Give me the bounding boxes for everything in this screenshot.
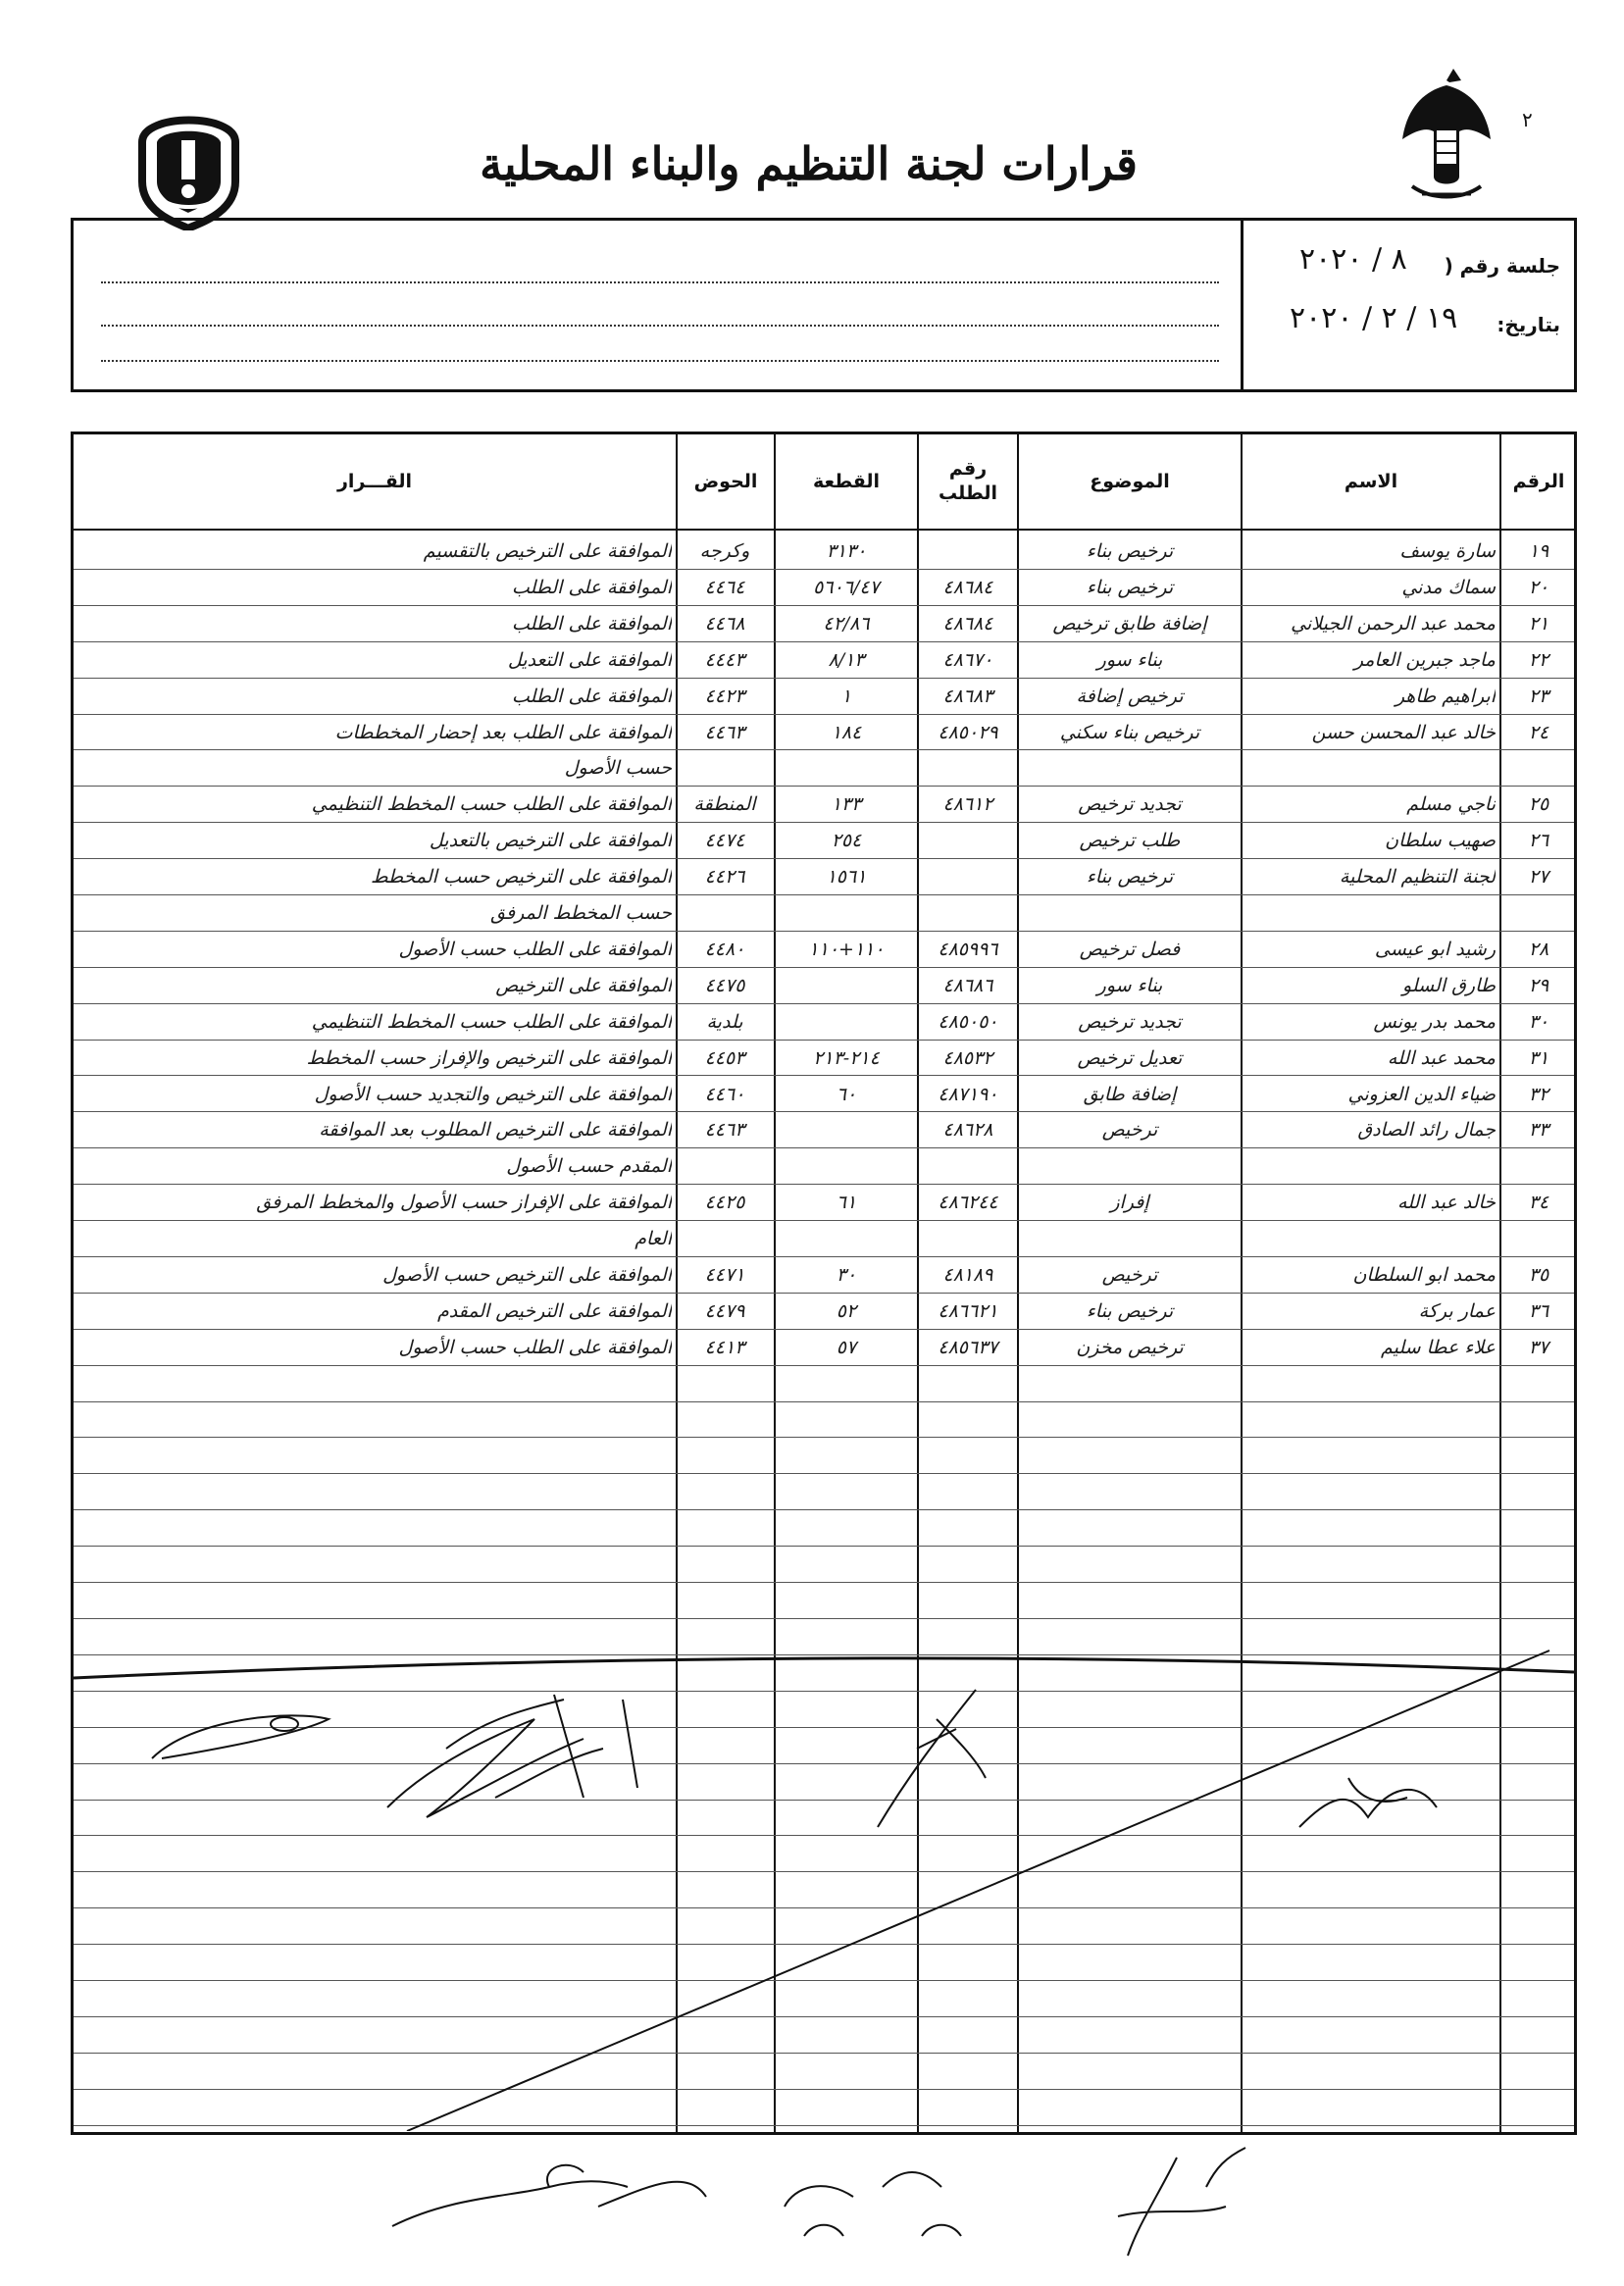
cell-request: ٤٨١٨٩ <box>942 1264 993 1286</box>
cell-request: ٤٨٦٨٦ <box>942 974 993 996</box>
cell-no: ٢٩ <box>1528 974 1549 996</box>
bottom-signatures <box>373 2128 1314 2275</box>
cell-parcel: ٣١٣٠ <box>826 540 867 562</box>
cell-parcel: ١٨٤ <box>831 721 862 743</box>
cell-parcel: ٥٦٠٦/٤٧ <box>813 576 880 598</box>
cell-name: ناجي مسلم <box>1406 793 1496 816</box>
cell-request: ٤٨٦١٢ <box>942 793 993 816</box>
cell-request: ٤٨٥٩٩٦ <box>938 938 998 960</box>
cell-name: محمد بدر يونس <box>1373 1010 1496 1033</box>
header-subject: الموضوع <box>1090 470 1170 492</box>
cell-parcel: ٣٠ <box>836 1264 857 1286</box>
cell-name: طارق السلو <box>1402 974 1496 996</box>
cell-decision: الموافقة على الطلب حسب الأصول <box>398 1336 672 1358</box>
header-decision: القـــرار <box>336 470 413 492</box>
cell-name: خالد عبد المحسن حسن <box>1311 721 1496 743</box>
cell-no: ٣٧ <box>1528 1336 1549 1358</box>
cell-parcel: ٢٥٤ <box>831 830 862 852</box>
cell-basin: ٤٤٦٣ <box>704 1119 745 1142</box>
cell-name: لجنة التنظيم المحلية <box>1339 866 1496 889</box>
cell-subject: بناء سور <box>1096 974 1163 996</box>
session-info-box <box>71 218 1577 392</box>
cell-decision: الموافقة على الترخيص والإفراز حسب المخطط <box>306 1046 672 1069</box>
cell-subject: إضافة طابق <box>1083 1083 1177 1105</box>
cell-decision: الموافقة على الترخيص المطلوب بعد الموافقة <box>319 1119 672 1142</box>
cell-basin: ٤٤٥٣ <box>704 1046 745 1069</box>
cell-no: ٣٤ <box>1528 1192 1549 1214</box>
cell-no: ٢٥ <box>1528 793 1549 816</box>
cell-basin: ٤٤٧١ <box>704 1264 745 1286</box>
cell-decision: الموافقة على الطلب <box>511 612 672 635</box>
cell-decision: الموافقة على الترخيص بالتقسيم <box>423 540 672 562</box>
committee-signatures <box>74 1680 1574 1876</box>
cell-request: ٤٨٦٨٤ <box>942 576 993 598</box>
header-name: الاسم <box>1344 470 1398 492</box>
cell-request: ٤٨٧١٩٠ <box>938 1083 998 1105</box>
cell-basin: ٤٤١٣ <box>704 1336 745 1358</box>
cell-subject: ترخيص <box>1101 1264 1158 1286</box>
cell-decision: الموافقة على التعديل <box>507 648 672 671</box>
cell-no: ٢٦ <box>1528 830 1549 852</box>
cell-decision: الموافقة على الترخيص <box>495 974 672 996</box>
session-date-label: بتاريخ: <box>1497 313 1560 336</box>
cell-subject: فصل ترخيص <box>1079 938 1181 960</box>
cell-basin: ٤٤٦٣ <box>704 721 745 743</box>
cell-name: محمد ابو السلطان <box>1352 1264 1496 1286</box>
cell-parcel: ١ <box>840 685 852 707</box>
cell-basin: وكرجه <box>699 540 750 562</box>
cell-basin: ٤٤٧٤ <box>704 830 745 852</box>
cell-name: جمال رائد الصادق <box>1357 1119 1496 1142</box>
cell-subject: تجديد ترخيص <box>1078 793 1182 816</box>
cell-no: ٣١ <box>1528 1046 1549 1069</box>
header-basin: الحوض <box>693 470 758 492</box>
cell-parcel: ٥٢ <box>836 1299 857 1322</box>
cell-decision: الموافقة على الترخيص حسب المخطط <box>371 866 672 889</box>
cell-no: ٣٣ <box>1528 1119 1549 1142</box>
session-date-value: ١٩ / ٢ / ٢٠٢٠ <box>1290 301 1458 335</box>
cell-no: ٢٠ <box>1528 576 1549 598</box>
cell-decision: الموافقة على الترخيص بالتعديل <box>429 830 672 852</box>
cell-basin: بلدية <box>706 1010 743 1033</box>
cell-parcel: ٤٢/٨٦ <box>823 612 870 635</box>
dotted-line <box>101 360 1219 362</box>
header-request-no: رقم الطلب <box>938 458 998 504</box>
header-parcel: القطعة <box>812 470 881 492</box>
cell-subject: ترخيص إضافة <box>1076 685 1184 707</box>
cell-no: ٢٧ <box>1528 866 1549 889</box>
cell-name: خالد عبد الله <box>1397 1192 1496 1214</box>
cell-subject: إفراز <box>1110 1192 1149 1214</box>
cell-decision: الموافقة على الطلب <box>511 685 672 707</box>
cell-no: ٣٦ <box>1528 1299 1549 1322</box>
cell-parcel: ٥٧ <box>836 1336 857 1358</box>
cell-request: ٤٨٥٠٢٩ <box>938 721 998 743</box>
cell-subject: ترخيص مخزن <box>1076 1336 1184 1358</box>
cell-name: رشيد ابو عيسى <box>1374 938 1496 960</box>
cell-decision: الموافقة على الطلب حسب المخطط التنظيمي <box>311 1010 672 1033</box>
cell-request: ٤٨٦٨٣ <box>942 685 993 707</box>
cell-no: ٣٠ <box>1528 1010 1549 1033</box>
cell-no: ٢٨ <box>1528 938 1549 960</box>
cell-subject: ترخيص بناء <box>1086 1299 1174 1322</box>
cell-decision: الموافقة على الطلب بعد إحضار المخططات <box>334 721 672 743</box>
cell-no: ٢٢ <box>1528 648 1549 671</box>
header-no: الرقم <box>1512 470 1565 492</box>
cell-basin: ٤٤٢٥ <box>704 1192 745 1214</box>
cell-no: ٢١ <box>1528 612 1549 635</box>
cell-request: ٤٨٥٦٣٧ <box>938 1336 998 1358</box>
cell-no: ٣٥ <box>1528 1264 1549 1286</box>
cell-request: ٤٨٦٢٨ <box>942 1119 993 1142</box>
cell-parcel: ١١٠+١١٠ <box>808 938 885 960</box>
cell-basin: ٤٤٦٠ <box>704 1083 745 1105</box>
cell-basin: ٤٤٢٦ <box>704 866 745 889</box>
cell-subject: ترخيص بناء <box>1086 576 1174 598</box>
cell-name: محمد عبد الرحمن الجيلاني <box>1291 612 1496 635</box>
cell-no: ٢٤ <box>1528 721 1549 743</box>
cell-no: ١٩ <box>1528 540 1549 562</box>
dotted-line <box>101 281 1219 283</box>
cell-decision: الموافقة على الترخيص والتجديد حسب الأصول <box>314 1083 672 1105</box>
cell-basin: المنطقة <box>693 793 756 816</box>
cell-name: ضياء الدين العزوني <box>1347 1083 1496 1105</box>
cell-subject: ترخيص بناء سكني <box>1059 721 1200 743</box>
cell-parcel: ٢١٤-٢١٣ <box>813 1046 880 1069</box>
cell-parcel: ١٣٣ <box>831 793 862 816</box>
cell-decision: الموافقة على الطلب حسب المخطط التنظيمي <box>311 793 672 816</box>
cell-name: عمار بركة <box>1418 1299 1496 1322</box>
cell-name: ماجد جبرين العامر <box>1353 648 1496 671</box>
cell-request: ٤٨٦٧٠ <box>942 648 993 671</box>
cell-basin: ٤٤٧٥ <box>704 974 745 996</box>
cell-basin: ٤٤٦٤ <box>704 576 745 598</box>
cell-no: ٣٢ <box>1528 1083 1549 1105</box>
cell-basin: ٤٤٢٣ <box>704 685 745 707</box>
cell-decision: الموافقة على الطلب حسب الأصول <box>398 938 672 960</box>
cell-parcel: ٨/١٣ <box>828 648 865 671</box>
cell-basin: ٤٤٧٩ <box>704 1299 745 1322</box>
cell-subject: طلب ترخيص <box>1079 830 1181 852</box>
cell-decision: الموافقة على الترخيص المقدم <box>436 1299 672 1322</box>
session-number-label: جلسة رقم ( <box>1444 254 1560 278</box>
cell-subject: ترخيص بناء <box>1086 866 1174 889</box>
palestine-eagle-emblem <box>1393 61 1500 208</box>
cell-request: ٤٨٥٣٢ <box>942 1046 993 1069</box>
cell-name: صهيب سلطان <box>1385 830 1496 852</box>
cell-decision: حسب الأصول <box>564 757 672 780</box>
cell-request: ٤٨٥٠٥٠ <box>938 1010 998 1033</box>
municipality-logo <box>132 103 245 230</box>
cell-name: علاء عطا سليم <box>1381 1336 1496 1358</box>
cell-subject: إضافة طابق ترخيص <box>1052 612 1207 635</box>
cell-subject: بناء سور <box>1096 648 1163 671</box>
session-number-value: ٨ / ٢٠٢٠ <box>1299 242 1407 277</box>
cell-subject: تعديل ترخيص <box>1077 1046 1183 1069</box>
cell-decision: الموافقة على الإفراز حسب الأصول والمخطط المرفق <box>256 1192 672 1214</box>
cell-decision: العام <box>634 1228 672 1250</box>
page-marker: ٢ <box>1522 108 1533 131</box>
cell-decision: المقدم حسب الأصول <box>506 1155 672 1178</box>
cell-basin: ٤٤٨٠ <box>704 938 745 960</box>
cell-decision: حسب المخطط المرفق <box>490 902 672 924</box>
cell-decision: الموافقة على الترخيص حسب الأصول <box>382 1264 672 1286</box>
cell-subject: ترخيص بناء <box>1086 540 1174 562</box>
cell-basin: ٤٤٦٨ <box>704 612 745 635</box>
cell-subject: ترخيص <box>1101 1119 1158 1142</box>
cell-subject: تجديد ترخيص <box>1078 1010 1182 1033</box>
cell-basin: ٤٤٤٣ <box>704 648 745 671</box>
decisions-table <box>71 432 1577 2135</box>
cell-request: ٤٨٦٨٤ <box>942 612 993 635</box>
document-title: قرارات لجنة التنظيم والبناء المحلية <box>480 137 1138 190</box>
cell-name: محمد عبد الله <box>1387 1046 1496 1069</box>
cell-request: ٤٨٦٦٢١ <box>938 1299 998 1322</box>
cell-name: سارة يوسف <box>1399 540 1496 562</box>
cell-parcel: ٦١ <box>836 1192 857 1214</box>
cell-parcel: ٦٠ <box>836 1083 857 1105</box>
dotted-line <box>101 325 1219 327</box>
cell-name: ابراهيم طاهر <box>1395 685 1496 707</box>
cell-decision: الموافقة على الطلب <box>511 576 672 598</box>
cell-name: سماك مدني <box>1401 576 1496 598</box>
diagonal-strike-line <box>74 434 1574 2131</box>
cell-no: ٢٣ <box>1528 685 1549 707</box>
cell-request: ٤٨٦٢٤٤ <box>938 1192 998 1214</box>
cell-parcel: ١٥٦١ <box>826 866 867 889</box>
